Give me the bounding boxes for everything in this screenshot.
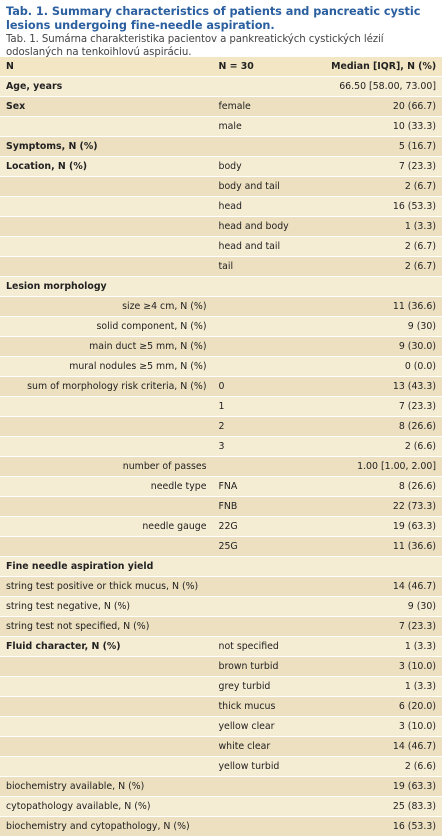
row-label: Symptoms, N (%) — [0, 137, 213, 157]
table-row — [0, 457, 442, 477]
row-value: 22 (73.3) — [325, 497, 442, 517]
row-value: 25 (83.3) — [325, 797, 442, 817]
row-category: thick mucus — [213, 697, 326, 717]
row-label: needle type — [0, 477, 213, 497]
row-value: 13 (43.3) — [325, 377, 442, 397]
row-label: Sex — [0, 97, 213, 117]
row-label: number of passes — [0, 457, 213, 477]
table-row — [0, 517, 442, 537]
row-label: string test negative, N (%) — [0, 597, 213, 617]
row-category — [213, 297, 326, 317]
table-row — [0, 557, 442, 577]
row-value: 1.00 [1.00, 2.00] — [325, 457, 442, 477]
row-label: biochemistry available, N (%) — [0, 777, 213, 797]
table-row — [0, 157, 442, 177]
row-category — [213, 557, 326, 577]
summary-table — [0, 57, 442, 837]
row-label: main duct ≥5 mm, N (%) — [0, 337, 213, 357]
row-value: 9 (30.0) — [325, 337, 442, 357]
table-row — [0, 217, 442, 237]
row-label — [0, 217, 213, 237]
row-category: 22G — [213, 517, 326, 537]
row-category — [213, 337, 326, 357]
table-row — [0, 697, 442, 717]
row-value: 2 (6.7) — [325, 237, 442, 257]
row-label — [0, 257, 213, 277]
table-row — [0, 97, 442, 117]
row-value — [325, 557, 442, 577]
row-label — [0, 197, 213, 217]
row-value: 1 (3.3) — [325, 637, 442, 657]
row-label: string test positive or thick mucus, N (%) — [0, 577, 213, 597]
row-category: yellow turbid — [213, 757, 326, 777]
row-category: 25G — [213, 537, 326, 557]
row-category: body — [213, 157, 326, 177]
row-label — [0, 117, 213, 137]
row-category: white clear — [213, 737, 326, 757]
table-row — [0, 437, 442, 457]
row-label: Lesion morphology — [0, 277, 213, 297]
row-category: body and tail — [213, 177, 326, 197]
table-row — [0, 817, 442, 837]
table-row — [0, 477, 442, 497]
table-row — [0, 797, 442, 817]
row-value: 19 (63.3) — [325, 517, 442, 537]
table-row — [0, 537, 442, 557]
row-label: solid component, N (%) — [0, 317, 213, 337]
row-label — [0, 657, 213, 677]
row-label: Age, years — [0, 77, 213, 97]
row-value: 9 (30) — [325, 317, 442, 337]
row-value: 10 (33.3) — [325, 117, 442, 137]
row-category — [213, 777, 326, 797]
row-label — [0, 177, 213, 197]
table-row — [0, 677, 442, 697]
row-value: 7 (23.3) — [325, 397, 442, 417]
row-value: 6 (20.0) — [325, 697, 442, 717]
row-value: 11 (36.6) — [325, 297, 442, 317]
table-row — [0, 297, 442, 317]
row-category: head and body — [213, 217, 326, 237]
table-row — [0, 737, 442, 757]
table-row — [0, 357, 442, 377]
row-category: head and tail — [213, 237, 326, 257]
row-label — [0, 737, 213, 757]
row-category — [213, 817, 326, 837]
row-label — [0, 717, 213, 737]
row-label: sum of morphology risk criteria, N (%) — [0, 377, 213, 397]
row-value: 3 (10.0) — [325, 717, 442, 737]
row-label — [0, 437, 213, 457]
row-value: 20 (66.7) — [325, 97, 442, 117]
table-row — [0, 397, 442, 417]
table-row — [0, 137, 442, 157]
row-value: 9 (30) — [325, 597, 442, 617]
table-row — [0, 657, 442, 677]
row-value: 2 (6.7) — [325, 177, 442, 197]
row-value: 11 (36.6) — [325, 537, 442, 557]
header-n30: N = 30 — [213, 57, 326, 77]
row-value: 66.50 [58.00, 73.00] — [325, 77, 442, 97]
row-label: mural nodules ≥5 mm, N (%) — [0, 357, 213, 377]
row-category — [213, 457, 326, 477]
row-label — [0, 237, 213, 257]
row-category — [213, 317, 326, 337]
table-row — [0, 417, 442, 437]
table-row — [0, 117, 442, 137]
row-label: Fine needle aspiration yield — [0, 557, 213, 577]
row-label: string test not specified, N (%) — [0, 617, 213, 637]
row-category: 3 — [213, 437, 326, 457]
row-category: female — [213, 97, 326, 117]
table-title: Tab. 1. Summary characteristics of patients and pancreatic cystic lesions undergoing fine-needle aspiration. — [6, 5, 421, 32]
row-category — [213, 77, 326, 97]
table-row — [0, 337, 442, 357]
row-value: 16 (53.3) — [325, 197, 442, 217]
header-median: Median [IQR], N (%) — [325, 57, 442, 77]
table-row — [0, 617, 442, 637]
header-n: N — [0, 57, 213, 77]
table-row — [0, 637, 442, 657]
row-value: 1 (3.3) — [325, 217, 442, 237]
row-label — [0, 417, 213, 437]
row-category: FNB — [213, 497, 326, 517]
row-value: 2 (6.6) — [325, 757, 442, 777]
row-category — [213, 577, 326, 597]
row-category: brown turbid — [213, 657, 326, 677]
table-row — [0, 257, 442, 277]
row-category: FNA — [213, 477, 326, 497]
row-value — [325, 277, 442, 297]
table-row — [0, 197, 442, 217]
row-value: 2 (6.6) — [325, 437, 442, 457]
table-row — [0, 277, 442, 297]
table-row — [0, 237, 442, 257]
table-row — [0, 777, 442, 797]
row-value: 14 (46.7) — [325, 737, 442, 757]
row-category: yellow clear — [213, 717, 326, 737]
table-row — [0, 577, 442, 597]
row-label: needle gauge — [0, 517, 213, 537]
table-row — [0, 177, 442, 197]
row-category: not specified — [213, 637, 326, 657]
row-category: male — [213, 117, 326, 137]
row-category — [213, 617, 326, 637]
table-row — [0, 497, 442, 517]
table-caption — [0, 0, 442, 57]
row-label — [0, 537, 213, 557]
row-label — [0, 677, 213, 697]
table-row — [0, 377, 442, 397]
row-category: grey turbid — [213, 677, 326, 697]
row-label: biochemistry and cytopathology, N (%) — [0, 817, 213, 837]
row-category: 0 — [213, 377, 326, 397]
table-header-row — [0, 57, 442, 77]
row-label: size ≥4 cm, N (%) — [0, 297, 213, 317]
row-value: 8 (26.6) — [325, 477, 442, 497]
table-subtitle: Tab. 1. Sumárna charakteristika pacientov a pankreatických cystických lézií odoslaných na tenkoihlovú aspiráciu. — [6, 34, 384, 58]
row-label — [0, 697, 213, 717]
table-row — [0, 77, 442, 97]
row-value: 5 (16.7) — [325, 137, 442, 157]
row-value: 7 (23.3) — [325, 617, 442, 637]
row-label — [0, 397, 213, 417]
row-category: head — [213, 197, 326, 217]
row-value: 0 (0.0) — [325, 357, 442, 377]
row-value: 16 (53.3) — [325, 817, 442, 837]
row-label: Fluid character, N (%) — [0, 637, 213, 657]
row-value: 3 (10.0) — [325, 657, 442, 677]
row-label — [0, 757, 213, 777]
row-value: 19 (63.3) — [325, 777, 442, 797]
row-value: 8 (26.6) — [325, 417, 442, 437]
row-value: 7 (23.3) — [325, 157, 442, 177]
row-category: tail — [213, 257, 326, 277]
table-row — [0, 757, 442, 777]
table-row — [0, 597, 442, 617]
row-label: Location, N (%) — [0, 157, 213, 177]
table-row — [0, 717, 442, 737]
row-category — [213, 797, 326, 817]
row-category — [213, 597, 326, 617]
row-label: cytopathology available, N (%) — [0, 797, 213, 817]
row-category — [213, 357, 326, 377]
row-category: 1 — [213, 397, 326, 417]
row-value: 1 (3.3) — [325, 677, 442, 697]
table-row — [0, 317, 442, 337]
row-category — [213, 277, 326, 297]
row-label — [0, 497, 213, 517]
row-category: 2 — [213, 417, 326, 437]
row-value: 2 (6.7) — [325, 257, 442, 277]
row-category — [213, 137, 326, 157]
row-value: 14 (46.7) — [325, 577, 442, 597]
